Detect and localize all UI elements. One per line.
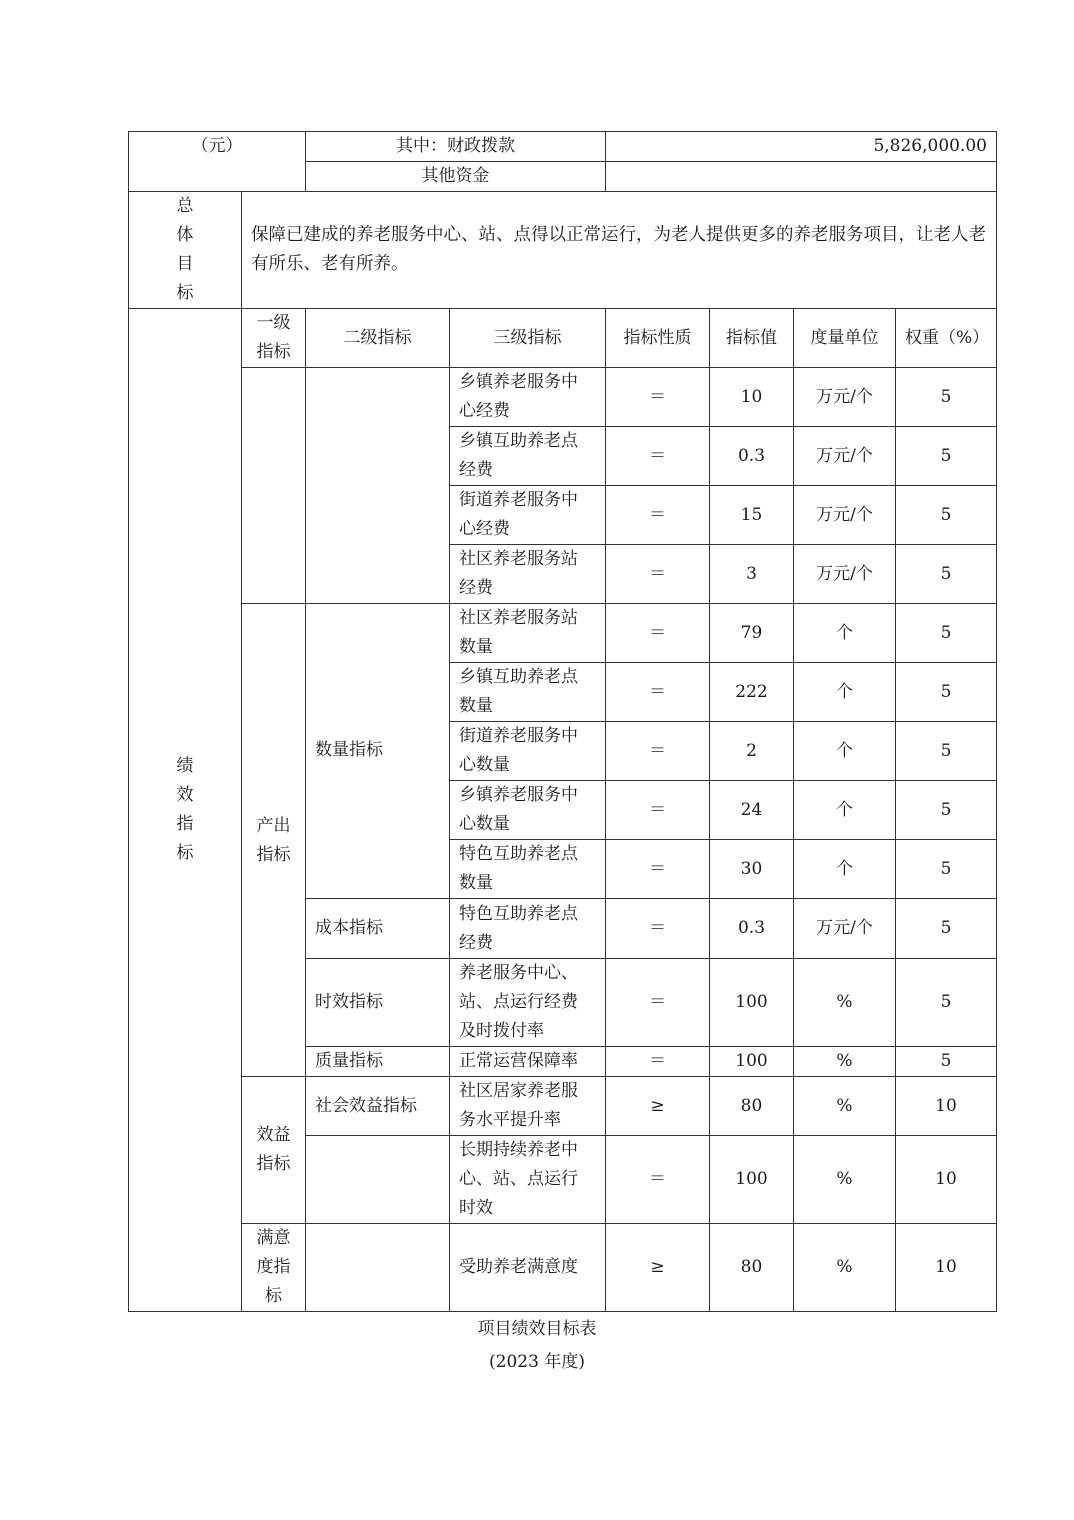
unit-cell: 个: [794, 663, 896, 722]
unit-cell: 万元/个: [794, 427, 896, 486]
level2-blank: [306, 1136, 450, 1224]
nature-cell: ≥: [606, 1224, 710, 1312]
unit-cell: %: [794, 1224, 896, 1312]
other-funds-value: [606, 162, 997, 192]
level3-cell: 社区养老服务站 数量: [450, 604, 606, 663]
nature-cell: ＝: [606, 899, 710, 959]
unit-cell: 万元/个: [794, 545, 896, 604]
perf-label: 绩 效 指 标: [129, 309, 242, 1312]
level2-quantity: 数量指标: [306, 604, 450, 899]
weight-cell: 10: [896, 1136, 997, 1224]
nature-cell: ＝: [606, 1047, 710, 1077]
weight-cell: 5: [896, 959, 997, 1047]
level2-social: 社会效益指标: [306, 1077, 450, 1136]
value-cell: 2: [710, 722, 794, 781]
unit-cell: 个: [794, 781, 896, 840]
nature-cell: ＝: [606, 722, 710, 781]
weight-cell: 5: [896, 368, 997, 427]
level1-blank: [242, 368, 306, 604]
fiscal-label: 其中：财政拨款: [306, 132, 606, 162]
level3-cell: 受助养老满意度: [450, 1224, 606, 1312]
level1-output: 产出 指标: [242, 604, 306, 1077]
level3-cell: 社区养老服务站 经费: [450, 545, 606, 604]
unit-cell: 个: [794, 722, 896, 781]
value-cell: 80: [710, 1224, 794, 1312]
funds-unit-label: （元）: [129, 132, 306, 192]
unit-cell: 万元/个: [794, 486, 896, 545]
level2-blank: [306, 368, 450, 604]
nature-cell: ＝: [606, 840, 710, 899]
goal-text: 保障已建成的养老服务中心、站、点得以正常运行，为老人提供更多的养老服务项目，让老人老有所乐、老有所养。: [242, 192, 997, 309]
level3-cell: 养老服务中心、 站、点运行经费 及时拨付率: [450, 959, 606, 1047]
nature-cell: ＝: [606, 1136, 710, 1224]
value-cell: 100: [710, 1047, 794, 1077]
level2-cost: 成本指标: [306, 899, 450, 959]
weight-cell: 5: [896, 1047, 997, 1077]
header-level2: 二级指标: [306, 309, 450, 368]
value-cell: 100: [710, 1136, 794, 1224]
table-row: [129, 604, 997, 663]
weight-cell: 5: [896, 899, 997, 959]
weight-cell: 5: [896, 840, 997, 899]
value-cell: 24: [710, 781, 794, 840]
nature-cell: ＝: [606, 427, 710, 486]
value-cell: 15: [710, 486, 794, 545]
unit-cell: 万元/个: [794, 368, 896, 427]
level3-cell: 乡镇养老服务中 心数量: [450, 781, 606, 840]
unit-cell: %: [794, 1077, 896, 1136]
value-cell: 79: [710, 604, 794, 663]
unit-cell: %: [794, 1047, 896, 1077]
value-cell: 222: [710, 663, 794, 722]
level3-cell: 特色互助养老点 数量: [450, 840, 606, 899]
level3-cell: 特色互助养老点 经费: [450, 899, 606, 959]
weight-cell: 5: [896, 781, 997, 840]
value-cell: 100: [710, 959, 794, 1047]
weight-cell: 5: [896, 722, 997, 781]
level3-cell: 长期持续养老中 心、站、点运行 时效: [450, 1136, 606, 1224]
value-cell: 30: [710, 840, 794, 899]
other-funds-label: 其他资金: [306, 162, 606, 192]
weight-cell: 5: [896, 663, 997, 722]
header-level3: 三级指标: [450, 309, 606, 368]
nature-cell: ＝: [606, 368, 710, 427]
weight-cell: 5: [896, 604, 997, 663]
value-cell: 10: [710, 368, 794, 427]
header-nature: 指标性质: [606, 309, 710, 368]
level3-cell: 乡镇养老服务中 心经费: [450, 368, 606, 427]
unit-cell: 万元/个: [794, 899, 896, 959]
unit-cell: 个: [794, 604, 896, 663]
unit-cell: 个: [794, 840, 896, 899]
weight-cell: 5: [896, 486, 997, 545]
level2-blank: [306, 1224, 450, 1312]
header-value: 指标值: [710, 309, 794, 368]
nature-cell: ＝: [606, 959, 710, 1047]
value-cell: 0.3: [710, 899, 794, 959]
weight-cell: 5: [896, 427, 997, 486]
level3-cell: 社区居家养老服 务水平提升率: [450, 1077, 606, 1136]
level3-cell: 街道养老服务中 心数量: [450, 722, 606, 781]
nature-cell: ＝: [606, 486, 710, 545]
nature-cell: ＝: [606, 545, 710, 604]
level2-quality: 质量指标: [306, 1047, 450, 1077]
level3-cell: 乡镇互助养老点 经费: [450, 427, 606, 486]
unit-cell: %: [794, 1136, 896, 1224]
table-row: [129, 1077, 997, 1136]
header-unit: 度量单位: [794, 309, 896, 368]
level3-cell: 正常运营保障率: [450, 1047, 606, 1077]
header-weight: 权重（%）: [896, 309, 997, 368]
nature-cell: ≥: [606, 1077, 710, 1136]
header-level1: 一级 指标: [242, 309, 306, 368]
weight-cell: 10: [896, 1224, 997, 1312]
level2-timeliness: 时效指标: [306, 959, 450, 1047]
value-cell: 3: [710, 545, 794, 604]
level3-cell: 乡镇互助养老点 数量: [450, 663, 606, 722]
table-row: [129, 1224, 997, 1312]
goal-label: 总 体 目 标: [129, 192, 242, 309]
table-caption-title: 项目绩效目标表: [477, 1319, 597, 1339]
nature-cell: ＝: [606, 781, 710, 840]
table-caption-year: (2023 年度): [489, 1352, 585, 1372]
nature-cell: ＝: [606, 663, 710, 722]
value-cell: 80: [710, 1077, 794, 1136]
level3-cell: 街道养老服务中 心经费: [450, 486, 606, 545]
performance-target-table: [128, 131, 997, 1312]
nature-cell: ＝: [606, 604, 710, 663]
unit-cell: %: [794, 959, 896, 1047]
table-row: [129, 368, 997, 427]
level1-benefit: 效益 指标: [242, 1077, 306, 1224]
fiscal-value: 5,826,000.00: [606, 132, 997, 162]
weight-cell: 5: [896, 545, 997, 604]
weight-cell: 10: [896, 1077, 997, 1136]
value-cell: 0.3: [710, 427, 794, 486]
level1-satisfaction: 满意 度指 标: [242, 1224, 306, 1312]
